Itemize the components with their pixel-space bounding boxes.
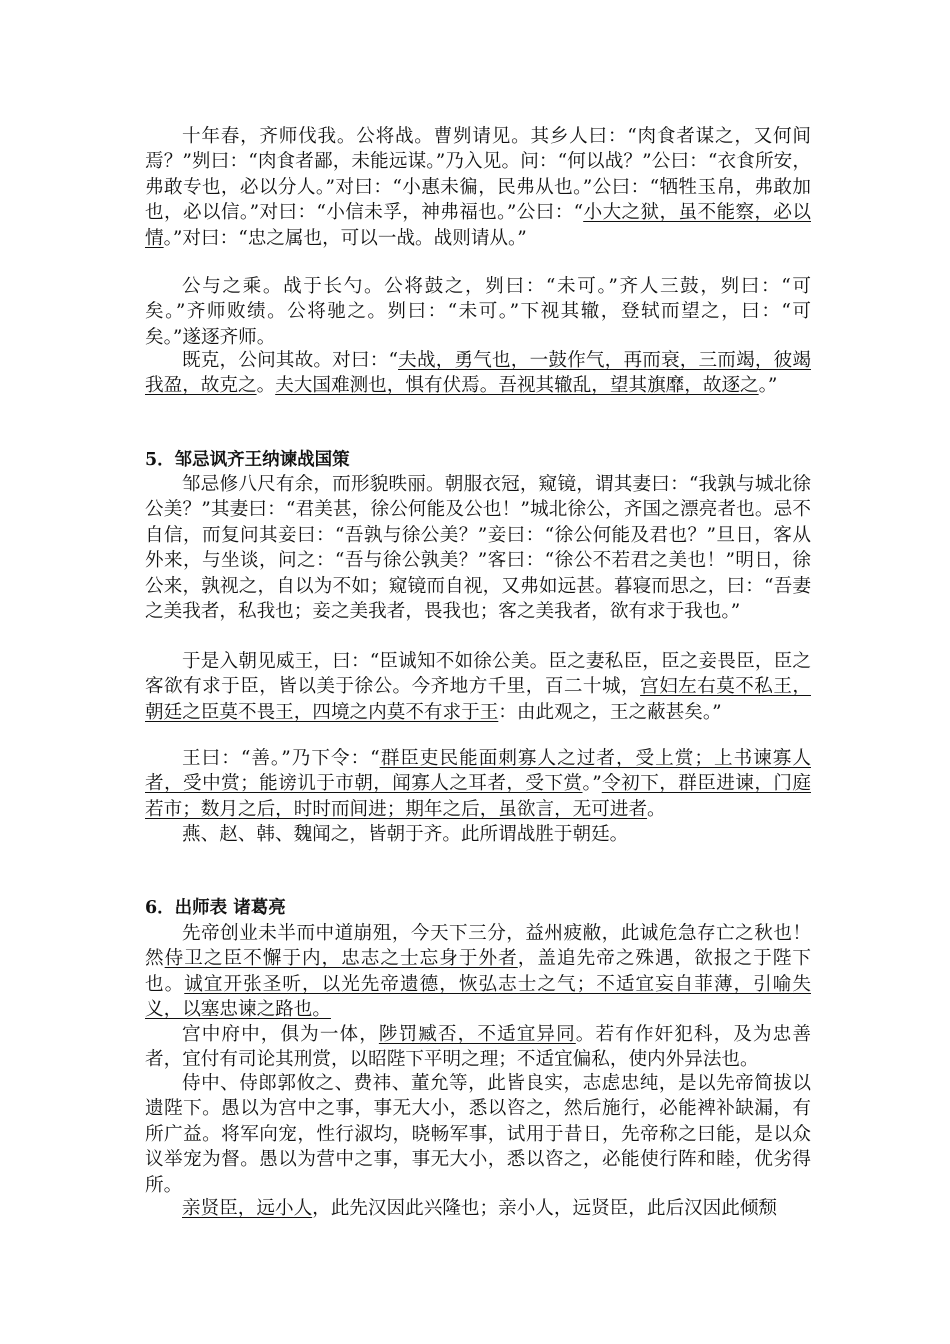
paragraph-palace-and-office <box>145 1022 811 1073</box>
paragraph-late-emperor <box>145 921 811 1023</box>
text-run: 。 <box>256 375 276 397</box>
paragraph-ministers <box>145 1071 811 1198</box>
underlined-text: 侍卫之臣不懈于内，忠志之士忘身于外者 <box>164 948 518 970</box>
underlined-text: 诚宜开张圣听，以光先帝遗德，恢弘志士之气；不适宜妄自菲薄，引喻失义，以塞忠谏之路也。 <box>145 973 811 1021</box>
text-run: ，此先汉因此兴隆也；亲小人，远贤臣，此后汉因此倾颓 <box>312 1198 778 1219</box>
paragraph-king-decree <box>145 746 811 822</box>
text-run: 既克，公问其故。对曰：“ <box>182 350 398 371</box>
text-run: 燕、赵、韩、魏闻之，皆朝于齐。此所谓战胜于朝廷。 <box>182 824 629 845</box>
text-run: 于是入朝见威王，曰：“臣诚知不如徐公美。臣之妻私臣，臣之妾畏臣，臣之客欲有求于臣，皆以美于徐公。今齐地方千里，百二十城， <box>145 651 811 698</box>
text-run: 。 <box>647 798 666 820</box>
text-run: 先帝创业未半而中道崩殂，今天下三分，益州疲敝，此诚危急存亡之秋也！然 <box>145 923 811 970</box>
paragraph-victory-reason <box>145 348 811 399</box>
paragraph-changshao-battle <box>145 274 811 350</box>
heading-section-6: 6．出师表 诸葛亮 <box>145 898 286 918</box>
text-run: 侍中、侍郎郭攸之、费祎、董允等，此皆良实，志虑忠纯，是以先帝简拔以遗陛下。愚以为宫中之事，事无大小，悉以咨之，然后施行，必能裨补缺漏，有所广益。将军向宠，性行淑均，晓畅军事，试用于昔日，先帝称之曰能，是以众议举宠为督。愚以为营中之事，事无大小，悉以咨之，必能使行阵和睦，优劣得所。 <box>145 1073 811 1196</box>
underlined-text: 夫大国难测也，惧有伏焉。吾视其辙乱，望其旗靡，故逐之 <box>275 375 759 397</box>
text-run: 十年春，齐师伐我。公将战。曹刿请见。其乡人曰：“肉食者谋之，又何间焉？”刿曰：“肉食者鄙，未能远谋。”乃入见。问：“何以战？”公曰：“衣食所安，弗敢专也，必以分人。”对曰：“小惠未徧，民弗从也。”公曰：“牺牲玉帛，弗敢加也，必以信。”对曰：“小信未孚，神弗福也。”公曰：“ <box>145 126 811 224</box>
paragraph-court-audience <box>145 649 811 725</box>
text-run: 公与之乘。战于长勺。公将鼓之，刿曰：“未可。”齐人三鼓，刿曰：“可矣。”齐师败绩。公将驰之。刿曰：“未可。”下视其辙，登轼而望之，曰：“可矣。”遂逐齐师。 <box>145 276 811 348</box>
text-run: 。” <box>758 375 778 397</box>
underlined-text: 小大之狱，虽不能察，必以情 <box>145 202 811 249</box>
paragraph-ten-years-spring <box>145 124 811 251</box>
underlined-text: 令初下，群臣进谏，门庭若市；数月之后，时时而间进；期年之后，虽欲言，无可进者 <box>145 773 811 820</box>
underlined-text: 宫妇左右莫不私王，朝廷之臣莫不畏王，四境之内莫不有求于王 <box>145 676 811 723</box>
paragraph-zouji-mirror <box>145 472 811 624</box>
underlined-text: 夫战，勇气也，一鼓作气，再而衰，三而竭，彼竭我盈，故克之 <box>145 350 811 397</box>
text-run: 王曰：“善。”乃下令：“ <box>182 748 380 769</box>
underlined-text: 群臣吏民能面刺寡人之过者，受上赏；上书谏寡人者，受中赏；能谤讥于市朝，闻寡人之耳者，受下赏 <box>145 748 811 795</box>
underlined-text: 陟罚臧否，不适宜异同 <box>378 1024 576 1045</box>
paragraph-states-pay-court <box>145 822 811 847</box>
heading-section-5: 5．邹忌讽齐王纳谏战国策 <box>145 450 350 470</box>
text-run: 。若有作奸犯科，及为忠善者，宜付有司论其刑赏，以昭陛下平明之理；不适宜偏私，使内外异法也。 <box>145 1024 811 1071</box>
text-run: 宫中府中，俱为一体， <box>182 1024 379 1045</box>
text-run: ，盖追先帝之殊遇，欲报之于陛下也。 <box>145 948 811 995</box>
underlined-text: 亲贤臣，远小人 <box>182 1198 313 1219</box>
text-run: 。”对曰：“忠之属也，可以一战。战则请从。” <box>163 227 527 249</box>
paragraph-worthy-ministers <box>145 1196 811 1221</box>
text-run: 邹忌修八尺有余，而形貌昳丽。朝服衣冠，窥镜，谓其妻曰：“我孰与城北徐公美？”其妻曰：“君美甚，徐公何能及公也！”城北徐公，齐国之漂亮者也。忌不自信，而复问其妾曰：“吾孰与徐公美？”妾曰：“徐公何能及君也？”旦日，客从外来，与坐谈，问之：“吾与徐公孰美？”客曰：“徐公不若君之美也！”明日，徐公来，孰视之，自以为不如；窥镜而自视，又弗如远甚。暮寝而思之，曰：“吾妻之美我者，私我也；妾之美我者，畏我也；客之美我者，欲有求于我也。” <box>145 474 811 623</box>
text-run: 。” <box>582 773 602 795</box>
text-run: ：由此观之，王之蔽甚矣。” <box>498 701 722 723</box>
